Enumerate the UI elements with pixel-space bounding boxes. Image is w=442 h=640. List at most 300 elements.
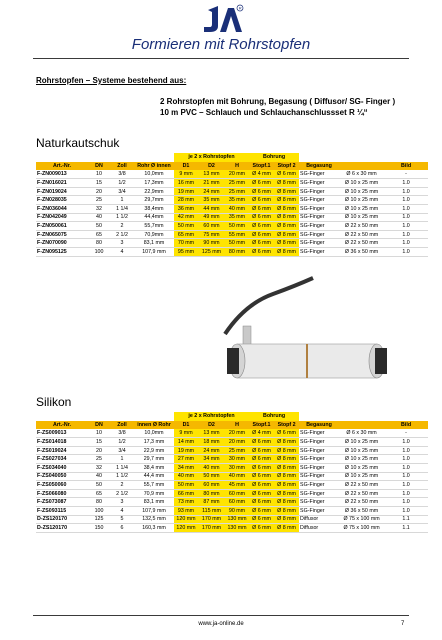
table-cell: 10 xyxy=(88,429,110,438)
table-cell: 44,4mm xyxy=(134,213,174,222)
table-cell: 20 mm xyxy=(225,438,249,447)
footer-divider xyxy=(33,615,409,616)
column-header: Stopf.1 xyxy=(249,162,274,171)
table-cell: 1 xyxy=(110,196,134,205)
group-header-cell: Bohrung xyxy=(249,153,299,162)
table-cell: Ø 8 mm xyxy=(274,498,299,507)
table-cell: SG-Finger xyxy=(299,213,339,222)
column-header: Art.-Nr. xyxy=(36,421,88,430)
table-cell: 80 xyxy=(88,498,110,507)
table-cell: 1.0 xyxy=(384,507,428,516)
table-cell: 1.0 xyxy=(384,438,428,447)
table-cell: 132,5 mm xyxy=(134,515,174,524)
table-cell: 1 1/2 xyxy=(110,472,134,481)
table-row xyxy=(36,222,428,231)
article-number-cell: F-ZN016021 xyxy=(36,179,88,188)
table-cell: 160,3 mm xyxy=(134,524,174,533)
table-cell: 10 xyxy=(88,170,110,179)
table-row xyxy=(36,507,428,516)
table-cell: 170 mm xyxy=(198,524,225,533)
table-cell: 60 mm xyxy=(198,222,225,231)
table-cell: Ø 8 mm xyxy=(274,239,299,248)
table-cell: SG-Finger xyxy=(299,248,339,257)
table-cell: 1 xyxy=(110,455,134,464)
table-cell: SG-Finger xyxy=(299,187,339,196)
table-cell: 34 mm xyxy=(174,464,198,473)
table-cell: 100 xyxy=(88,507,110,516)
table-cell: 5 xyxy=(110,515,134,524)
table-cell: 65 xyxy=(88,230,110,239)
table-cell: 19 mm xyxy=(174,187,198,196)
table-cell: 18 mm xyxy=(198,438,225,447)
table-cell: 60 mm xyxy=(225,489,249,498)
table-cell: 75 mm xyxy=(198,230,225,239)
table-cell: 1.0 xyxy=(384,196,428,205)
column-header: Zoll xyxy=(110,162,134,171)
section-heading-silikon: Silikon xyxy=(36,395,72,409)
table-cell: 1/2 xyxy=(110,179,134,188)
table-cell: Ø 8 mm xyxy=(274,179,299,188)
table-cell: Ø 6 mm xyxy=(249,464,274,473)
table-cell: 65 mm xyxy=(174,230,198,239)
table-cell: 2 1/2 xyxy=(110,489,134,498)
table-cell: 25 xyxy=(88,455,110,464)
table-cell: 3 xyxy=(110,239,134,248)
table-row xyxy=(36,196,428,205)
article-number-cell: F-ZN050061 xyxy=(36,222,88,231)
footer-url[interactable]: www.ja-online.de xyxy=(198,621,244,627)
table-cell: 20 xyxy=(88,187,110,196)
table-cell: Ø 75 x 100 mm xyxy=(339,515,384,524)
table-cell: Diffusor xyxy=(299,524,339,533)
table-cell: Ø 8 mm xyxy=(274,464,299,473)
table-cell: 25 xyxy=(88,196,110,205)
table-cell: Ø 8 mm xyxy=(274,472,299,481)
column-header: H xyxy=(225,162,249,171)
table-cell: 2 1/2 xyxy=(110,230,134,239)
table-row xyxy=(36,438,428,447)
group-header-cell: je 2 x Rohrstopfen xyxy=(174,412,249,421)
table-cell: 4 xyxy=(110,248,134,257)
table-row xyxy=(36,455,428,464)
table-cell: Ø 6 mm xyxy=(249,187,274,196)
table-cell: 40 mm xyxy=(225,205,249,214)
table-cell: 9 mm xyxy=(174,429,198,438)
table-cell: SG-Finger xyxy=(299,170,339,179)
table-cell: 3/4 xyxy=(110,446,134,455)
table-cell: 40 xyxy=(88,213,110,222)
table-cell: 3/8 xyxy=(110,429,134,438)
table-cell: 22,9 mm xyxy=(134,446,174,455)
table-cell: 1.0 xyxy=(384,481,428,490)
table-cell: 93 mm xyxy=(174,507,198,516)
column-header: D1 xyxy=(174,162,198,171)
group-header-row xyxy=(36,153,428,162)
table-cell: 24 mm xyxy=(198,187,225,196)
table-cell: Ø 10 x 25 mm xyxy=(339,446,384,455)
table-cell: SG-Finger xyxy=(299,438,339,447)
table-row xyxy=(36,179,428,188)
table-cell: Ø 8 mm xyxy=(274,455,299,464)
table-cell: Ø 4 mm xyxy=(249,429,274,438)
table-cell: 1/2 xyxy=(110,438,134,447)
table-cell: Ø 8 mm xyxy=(274,524,299,533)
table-cell: 1.0 xyxy=(384,187,428,196)
table-cell: 1.1 xyxy=(384,524,428,533)
table-cell: Ø 8 mm xyxy=(274,205,299,214)
table-cell: 70,9mm xyxy=(134,230,174,239)
table-row xyxy=(36,472,428,481)
table-cell: 1.0 xyxy=(384,455,428,464)
table-cell: 27 mm xyxy=(174,455,198,464)
table-cell: 1.0 xyxy=(384,179,428,188)
table-cell: 65 xyxy=(88,489,110,498)
table-cell: 50 mm xyxy=(225,239,249,248)
table-cell: - xyxy=(384,429,428,438)
table-cell: Ø 22 x 50 mm xyxy=(339,489,384,498)
table-cell: Ø 36 x 50 mm xyxy=(339,507,384,516)
table-cell: 80 mm xyxy=(198,489,225,498)
table-cell: 50 mm xyxy=(174,222,198,231)
table-cell: - xyxy=(384,170,428,179)
table-row xyxy=(36,170,428,179)
table-cell: 20 xyxy=(88,446,110,455)
table-cell: 95 mm xyxy=(174,248,198,257)
table-cell: Ø 36 x 50 mm xyxy=(339,248,384,257)
table-cell: 3/4 xyxy=(110,187,134,196)
column-header: Stopf 2 xyxy=(274,421,299,430)
table-cell: 1.0 xyxy=(384,446,428,455)
header-divider xyxy=(33,58,409,59)
table-cell: 107,9 mm xyxy=(134,248,174,257)
table-cell: Ø 10 x 25 mm xyxy=(339,455,384,464)
table-cell: 10,0mm xyxy=(134,170,174,179)
table-row xyxy=(36,524,428,533)
table-cell: 130 mm xyxy=(225,524,249,533)
article-number-cell: F-ZS073087 xyxy=(36,498,88,507)
table-cell: 60 mm xyxy=(198,481,225,490)
systems-subtitle: Rohrstopfen – Systeme bestehend aus: xyxy=(36,76,187,85)
table-row xyxy=(36,498,428,507)
table-cell: 50 mm xyxy=(174,481,198,490)
table-cell: Ø 8 mm xyxy=(274,222,299,231)
table-cell: 55,7 mm xyxy=(134,481,174,490)
table-cell: 1.0 xyxy=(384,205,428,214)
column-header: Rohr Ø innen xyxy=(134,162,174,171)
table-cell: 50 xyxy=(88,222,110,231)
table-cell: Ø 22 x 50 mm xyxy=(339,481,384,490)
column-header: D2 xyxy=(198,162,225,171)
table-cell: 40 xyxy=(88,472,110,481)
table-cell: 4 xyxy=(110,507,134,516)
article-number-cell: F-ZS040050 xyxy=(36,472,88,481)
group-header-row xyxy=(36,412,428,421)
table-cell: 60 mm xyxy=(225,498,249,507)
table-cell: SG-Finger xyxy=(299,205,339,214)
table-cell: 44 mm xyxy=(198,205,225,214)
table-cell: 25 mm xyxy=(225,446,249,455)
table-cell: 125 xyxy=(88,515,110,524)
table-cell: 50 xyxy=(88,481,110,490)
column-header: Begasung xyxy=(299,421,339,430)
article-number-cell: F-ZS034040 xyxy=(36,464,88,473)
article-number-cell: F-ZS027034 xyxy=(36,455,88,464)
table-cell: Ø 10 x 25 mm xyxy=(339,196,384,205)
article-number-cell: D-ZS120170 xyxy=(36,524,88,533)
table-cell: Ø 6 mm xyxy=(274,429,299,438)
column-header xyxy=(339,421,384,430)
table-cell: Ø 6 mm xyxy=(249,498,274,507)
group-header-spacer xyxy=(36,412,174,421)
table-cell: 35 mm xyxy=(225,213,249,222)
table-cell: 3 xyxy=(110,498,134,507)
system-description xyxy=(160,96,395,118)
table-cell: Ø 6 mm xyxy=(249,515,274,524)
table-cell: Ø 6 mm xyxy=(249,507,274,516)
table-row xyxy=(36,187,428,196)
table-cell: 90 mm xyxy=(198,239,225,248)
table-cell: 80 xyxy=(88,239,110,248)
table-cell: 1.0 xyxy=(384,213,428,222)
column-header: innen Ø Rohr xyxy=(134,421,174,430)
table-cell: 24 mm xyxy=(198,446,225,455)
table-cell: Ø 6 mm xyxy=(249,230,274,239)
article-number-cell: F-ZN042049 xyxy=(36,213,88,222)
table-cell: Ø 6 mm xyxy=(249,489,274,498)
column-header: Bild xyxy=(384,162,428,171)
table-row xyxy=(36,213,428,222)
table-cell: Ø 10 x 25 mm xyxy=(339,179,384,188)
table-cell: 130 mm xyxy=(225,515,249,524)
article-number-cell: F-ZN070090 xyxy=(36,239,88,248)
article-number-cell: F-ZS014018 xyxy=(36,438,88,447)
table-cell: Ø 8 mm xyxy=(274,187,299,196)
table-cell: 17,3 mm xyxy=(134,438,174,447)
column-header-row xyxy=(36,421,428,430)
table-cell: Ø 22 x 50 mm xyxy=(339,239,384,248)
page-number: 7 xyxy=(401,621,405,627)
column-header: Bild xyxy=(384,421,428,430)
table-cell: Ø 6 mm xyxy=(249,222,274,231)
table-cell: 15 xyxy=(88,179,110,188)
table-cell: 70,9 mm xyxy=(134,489,174,498)
table-cell: 2 xyxy=(110,481,134,490)
table-cell: Ø 6 mm xyxy=(249,205,274,214)
table-cell: 1.0 xyxy=(384,498,428,507)
table-cell: 1.0 xyxy=(384,230,428,239)
table-cell: 1 1/2 xyxy=(110,213,134,222)
table-cell: 1.0 xyxy=(384,239,428,248)
table-cell: 42 mm xyxy=(174,213,198,222)
table-cell: 15 xyxy=(88,438,110,447)
table-cell: 170 mm xyxy=(198,515,225,524)
table-cell: 29,7 mm xyxy=(134,455,174,464)
column-header: DN xyxy=(88,421,110,430)
table-cell: 34 mm xyxy=(198,455,225,464)
rohrstopfen-product-image xyxy=(215,264,395,386)
table-cell: Ø 6 mm xyxy=(249,438,274,447)
table-cell: SG-Finger xyxy=(299,230,339,239)
table-cell: Ø 8 mm xyxy=(274,438,299,447)
table-cell: 29,7mm xyxy=(134,196,174,205)
table-cell: 40 mm xyxy=(174,472,198,481)
table-cell: Ø 6 mm xyxy=(249,179,274,188)
table-cell: 44,4 mm xyxy=(134,472,174,481)
table-row xyxy=(36,481,428,490)
table-cell: 13 mm xyxy=(198,170,225,179)
table-cell: 90 mm xyxy=(225,507,249,516)
table-cell: Ø 8 mm xyxy=(274,507,299,516)
table-cell: 55 mm xyxy=(225,230,249,239)
table-cell: Ø 6 mm xyxy=(249,239,274,248)
table-cell: SG-Finger xyxy=(299,472,339,481)
article-number-cell: F-ZN028035 xyxy=(36,196,88,205)
table-cell: 1.0 xyxy=(384,472,428,481)
table-cell: Ø 6 mm xyxy=(249,524,274,533)
column-header: Begasung xyxy=(299,162,339,171)
table-cell: SG-Finger xyxy=(299,429,339,438)
table-cell: SG-Finger xyxy=(299,481,339,490)
table-row xyxy=(36,248,428,257)
table-cell: Ø 8 mm xyxy=(274,446,299,455)
table-cell: Ø 4 mm xyxy=(249,170,274,179)
table-row xyxy=(36,239,428,248)
article-number-cell: F-ZS093115 xyxy=(36,507,88,516)
page-title: Formieren mit Rohrstopfen xyxy=(131,36,311,53)
table-cell: 2 xyxy=(110,222,134,231)
table-cell: 120 mm xyxy=(174,524,198,533)
table-cell: 1.0 xyxy=(384,222,428,231)
table-cell: Ø 10 x 25 mm xyxy=(339,464,384,473)
table-cell: Ø 10 x 25 mm xyxy=(339,472,384,481)
group-header-spacer xyxy=(299,153,428,162)
article-number-cell: F-ZS009013 xyxy=(36,429,88,438)
table-row xyxy=(36,464,428,473)
table-cell: Ø 10 x 25 mm xyxy=(339,213,384,222)
column-header: Stopf 2 xyxy=(274,162,299,171)
table-cell: 100 xyxy=(88,248,110,257)
column-header: H xyxy=(225,421,249,430)
group-header-spacer xyxy=(299,412,428,421)
table-cell: Ø 6 mm xyxy=(249,446,274,455)
table-cell: SG-Finger xyxy=(299,239,339,248)
table-cell: 25 mm xyxy=(225,187,249,196)
table-cell: 45 mm xyxy=(225,481,249,490)
table-cell: SG-Finger xyxy=(299,507,339,516)
table-row xyxy=(36,205,428,214)
table-cell: Ø 22 x 50 mm xyxy=(339,498,384,507)
table-cell: Ø 8 mm xyxy=(274,213,299,222)
table-row xyxy=(36,489,428,498)
table-cell: 50 mm xyxy=(198,472,225,481)
table-cell: 40 mm xyxy=(198,464,225,473)
table-cell: 6 xyxy=(110,524,134,533)
svg-text:R: R xyxy=(238,5,242,11)
table-cell: SG-Finger xyxy=(299,489,339,498)
table-cell: 20 mm xyxy=(225,170,249,179)
table-cell: 38,4 mm xyxy=(134,464,174,473)
table-cell: 9 mm xyxy=(174,170,198,179)
table-cell: Ø 6 mm xyxy=(249,248,274,257)
table-cell: 1.1 xyxy=(384,515,428,524)
table-cell: 87 mm xyxy=(198,498,225,507)
table-cell: Ø 22 x 50 mm xyxy=(339,222,384,231)
table-cell: 28 mm xyxy=(174,196,198,205)
ja-logo xyxy=(200,4,244,34)
column-header-row xyxy=(36,162,428,171)
table-cell: Ø 6 mm xyxy=(274,170,299,179)
table-cell: Ø 6 mm xyxy=(249,481,274,490)
table-cell: 14 mm xyxy=(174,438,198,447)
table-cell: SG-Finger xyxy=(299,222,339,231)
table-cell: Ø 75 x 100 mm xyxy=(339,524,384,533)
table-row xyxy=(36,446,428,455)
table-cell: 30 mm xyxy=(225,455,249,464)
table-cell: Ø 10 x 25 mm xyxy=(339,438,384,447)
table-cell: 80 mm xyxy=(225,248,249,257)
table-row xyxy=(36,515,428,524)
table-cell: 50 mm xyxy=(225,222,249,231)
table-cell: SG-Finger xyxy=(299,179,339,188)
table-cell: 19 mm xyxy=(174,446,198,455)
article-number-cell: F-ZN065075 xyxy=(36,230,88,239)
table-cell: Diffusor xyxy=(299,515,339,524)
table-cell: 22,9mm xyxy=(134,187,174,196)
table-cell: Ø 8 mm xyxy=(274,481,299,490)
table-cell: 40 mm xyxy=(225,472,249,481)
table-cell: Ø 6 mm xyxy=(249,196,274,205)
column-header xyxy=(339,162,384,171)
table-cell: Ø 6 mm xyxy=(249,455,274,464)
table-cell: 55,7mm xyxy=(134,222,174,231)
table-cell: Ø 22 x 50 mm xyxy=(339,230,384,239)
article-number-cell: F-ZS066080 xyxy=(36,489,88,498)
article-number-cell: F-ZN009013 xyxy=(36,170,88,179)
table-cell: Ø 6 x 30 mm xyxy=(339,170,384,179)
naturkautschuk-table xyxy=(36,153,428,257)
table-cell: 83,1 mm xyxy=(134,498,174,507)
table-cell: Ø 6 x 30 mm xyxy=(339,429,384,438)
table-row xyxy=(36,230,428,239)
table-cell: 66 mm xyxy=(174,489,198,498)
table-cell: 13 mm xyxy=(198,429,225,438)
column-header: Zoll xyxy=(110,421,134,430)
article-number-cell: F-ZN019024 xyxy=(36,187,88,196)
table-cell: 125 mm xyxy=(198,248,225,257)
table-cell: Ø 10 x 25 mm xyxy=(339,205,384,214)
table-cell: SG-Finger xyxy=(299,464,339,473)
table-cell: 1 1/4 xyxy=(110,205,134,214)
table-cell: 35 mm xyxy=(198,196,225,205)
table-cell: 1.0 xyxy=(384,248,428,257)
table-cell: 70 mm xyxy=(174,239,198,248)
table-cell: 36 mm xyxy=(174,205,198,214)
table-cell: Ø 6 mm xyxy=(249,213,274,222)
table-cell: Ø 6 mm xyxy=(249,472,274,481)
group-header-spacer xyxy=(36,153,174,162)
table-cell: 1 1/4 xyxy=(110,464,134,473)
table-cell: 20 mm xyxy=(225,429,249,438)
table-cell: 16 mm xyxy=(174,179,198,188)
table-cell: 73 mm xyxy=(174,498,198,507)
table-cell: 107,9 mm xyxy=(134,507,174,516)
table-cell: Ø 8 mm xyxy=(274,230,299,239)
table-cell: 83,1 mm xyxy=(134,239,174,248)
table-cell: Ø 10 x 25 mm xyxy=(339,187,384,196)
table-cell: 1.0 xyxy=(384,464,428,473)
table-cell: 32 xyxy=(88,464,110,473)
table-cell: 120 mm xyxy=(174,515,198,524)
